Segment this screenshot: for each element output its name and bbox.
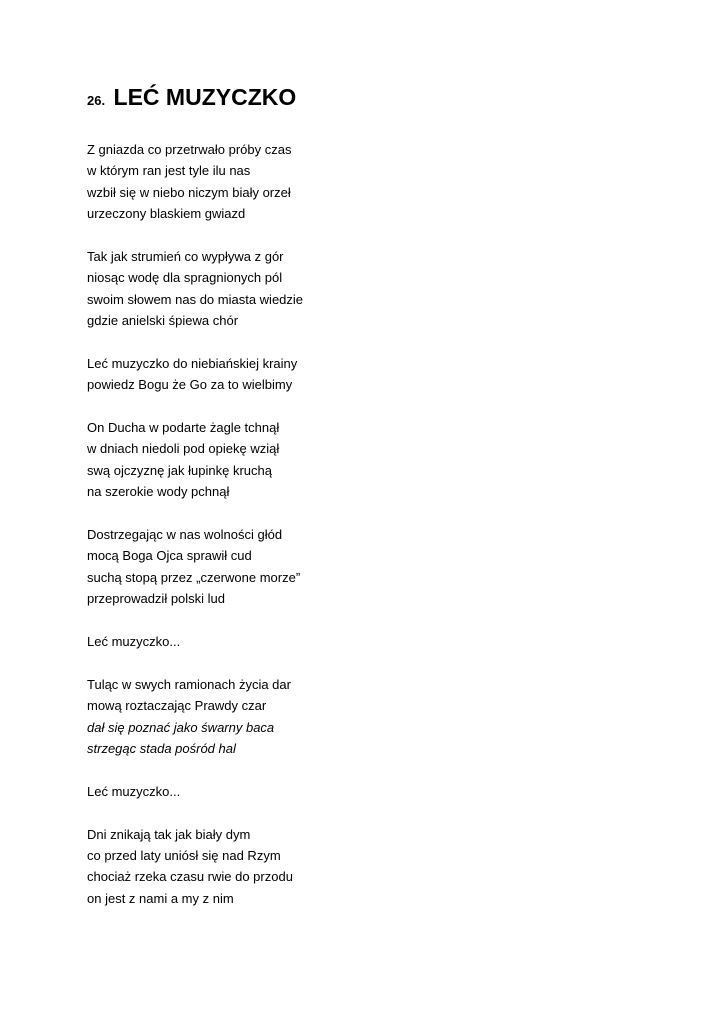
lyric-line: On Ducha w podarte żagle tchnął <box>87 420 280 436</box>
lyric-line: Tak jak strumień co wypływa z gór <box>87 248 284 264</box>
lyric-line: mocą Boga Ojca sprawił cud <box>87 548 252 564</box>
stanza-gap <box>87 396 303 417</box>
lyric-line: wzbił się w niebo niczym biały orzeł <box>87 184 291 200</box>
stanza <box>87 139 303 225</box>
stanza-gap <box>87 332 303 353</box>
lyric-line: urzeczony blaskiem gwiazd <box>87 206 246 222</box>
lyrics-body <box>87 139 303 909</box>
stanza <box>87 781 303 802</box>
stanza <box>87 246 303 332</box>
lyric-line: co przed laty uniósł się nad Rzym <box>87 847 281 863</box>
stanza <box>87 417 303 503</box>
lyric-line: suchą stopą przez „czerwone morze” <box>87 569 301 585</box>
song-title: LEĆ MUZYCZKO <box>113 84 297 110</box>
stanza <box>87 824 303 910</box>
lyric-line: swoim słowem nas do miasta wiedzie <box>87 291 304 307</box>
lyric-line: powiedz Bogu że Go za to wielbimy <box>87 377 293 393</box>
lyric-line: on jest z nami a my z nim <box>87 890 234 906</box>
lyric-line: strzegąc stada pośród hal <box>87 740 236 756</box>
stanza <box>87 524 303 610</box>
lyric-line: Dni znikają tak jak biały dym <box>87 826 251 842</box>
lyric-line: dał się poznać jako śwarny baca <box>87 719 275 735</box>
lyric-line: przeprowadził polski lud <box>87 591 226 607</box>
lyric-line: mową roztaczając Prawdy czar <box>87 698 267 714</box>
stanza-gap <box>87 759 303 780</box>
lyric-line: chociaż rzeka czasu rwie do przodu <box>87 869 293 885</box>
stanza <box>87 631 303 652</box>
lyric-line: Dostrzegając w nas wolności głód <box>87 527 283 543</box>
lyric-line: Leć muzyczko do niebiańskiej krainy <box>87 355 298 371</box>
lyric-line: niosąc wodę dla spragnionych pól <box>87 270 283 286</box>
lyric-line: Tuląc w swych ramionach życia dar <box>87 676 291 692</box>
stanza-gap <box>87 610 303 631</box>
lyric-line: w dniach niedoli pod opiekę wziął <box>87 441 280 457</box>
stanza-gap <box>87 802 303 823</box>
stanza <box>87 353 303 396</box>
stanza-gap <box>87 225 303 246</box>
stanza-gap <box>87 652 303 673</box>
stanza <box>87 674 303 760</box>
lyric-line: swą ojczyznę jak łupinkę kruchą <box>87 462 272 478</box>
lyric-line: na szerokie wody pchnął <box>87 484 230 500</box>
song-heading <box>87 84 296 111</box>
lyric-line: w którym ran jest tyle ilu nas <box>87 163 251 179</box>
lyric-line: Leć muzyczko... <box>87 783 181 799</box>
song-number: 26. <box>87 93 106 108</box>
lyric-line: Z gniazda co przetrwało próby czas <box>87 142 292 157</box>
lyric-line: gdzie anielski śpiewa chór <box>87 313 239 329</box>
lyric-line: Leć muzyczko... <box>87 633 181 649</box>
stanza-gap <box>87 503 303 524</box>
